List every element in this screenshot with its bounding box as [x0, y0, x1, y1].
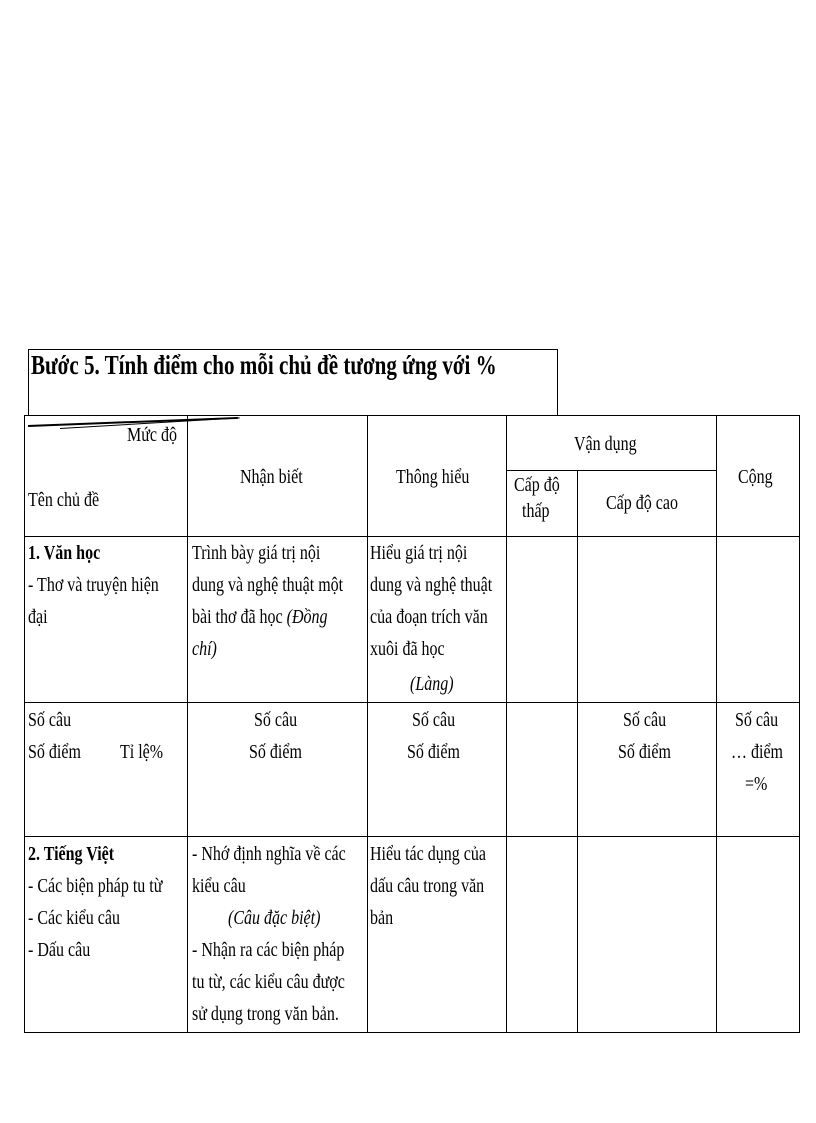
row1-topic-sub: đại [28, 606, 48, 628]
row1-th-line: Hiểu giá trị nội [370, 542, 468, 564]
row2-th-line: bản [370, 907, 394, 929]
header-cap-do-thap: Cấp độ [514, 474, 560, 496]
row2-topic-sub: - Các biện pháp tu từ [28, 875, 163, 897]
row2-nb-line: (Câu đặc biệt) [228, 907, 321, 929]
score-left-ratio: Tỉ lệ% [120, 741, 164, 763]
row2-topic-title: 2. Tiếng Việt [28, 843, 115, 865]
score-cao: Số điểm [618, 741, 671, 763]
score-th: Số điểm [407, 741, 460, 763]
col-divider [367, 416, 368, 1033]
header-van-dung: Vận dụng [574, 433, 637, 455]
header-cap-do-cao: Cấp độ cao [606, 492, 678, 514]
score-nb: Số câu [254, 709, 298, 731]
col-divider [187, 416, 188, 1033]
score-nb: Số điểm [249, 741, 302, 763]
row2-nb-line: tu từ, các kiểu câu được [192, 971, 345, 993]
row2-nb-line: kiểu câu [192, 875, 246, 897]
score-left: Số điểm [28, 741, 81, 763]
header-cong: Cộng [738, 466, 773, 488]
row2-topic-sub: - Các kiểu câu [28, 907, 120, 929]
row1-th-line: (Làng) [410, 673, 454, 695]
score-left: Số câu [28, 709, 72, 731]
row1-nb-line [192, 601, 328, 633]
row2-topic-sub: - Dấu câu [28, 939, 91, 961]
page-title: Bước 5. Tính điểm cho mỗi chủ đề tương ứng với % [31, 350, 497, 380]
row1-nb-ital: (Đồng [286, 606, 328, 628]
col-divider [506, 416, 507, 1033]
row1-nb-line: Trình bày giá trị nội [192, 542, 321, 564]
row2-nb-line: - Nhớ định nghĩa về các [192, 843, 346, 865]
header-muc-do: Mức độ [127, 424, 177, 446]
row1-th-line: xuôi đã học [370, 638, 445, 660]
row-divider [25, 836, 800, 837]
row-divider [25, 702, 800, 703]
row1-nb-line: dung và nghệ thuật một [192, 574, 344, 596]
score-cong: =% [745, 773, 768, 795]
header-cap-do-thap-2: thấp [522, 500, 550, 522]
header-ten-chu-de: Tên chủ đề [28, 489, 100, 511]
row1-nb-text: bài thơ đã học [192, 606, 283, 628]
header-thong-hieu: Thông hiểu [396, 466, 470, 488]
score-cong: Số câu [735, 709, 779, 731]
score-th: Số câu [412, 709, 456, 731]
row1-topic-sub: - Thơ và truyện hiện [28, 574, 159, 596]
score-cao: Số câu [623, 709, 667, 731]
title-box [28, 349, 558, 415]
row1-nb-line: chí) [192, 638, 217, 660]
row1-th-line: của đoạn trích văn [370, 606, 488, 628]
header-nhan-biet: Nhận biết [240, 466, 303, 488]
row2-th-line: Hiểu tác dụng của [370, 843, 486, 865]
row2-nb-line: - Nhận ra các biện pháp [192, 939, 345, 961]
row-divider [506, 470, 716, 471]
row1-topic-title: 1. Văn học [28, 542, 101, 564]
row2-nb-line: sử dụng trong văn bản. [192, 1003, 339, 1025]
row2-th-line: dấu câu trong văn [370, 875, 485, 897]
row1-th-line: dung và nghệ thuật [370, 574, 493, 596]
col-divider [577, 470, 578, 1033]
col-divider [716, 416, 717, 1033]
score-cong: … điểm [731, 741, 783, 763]
